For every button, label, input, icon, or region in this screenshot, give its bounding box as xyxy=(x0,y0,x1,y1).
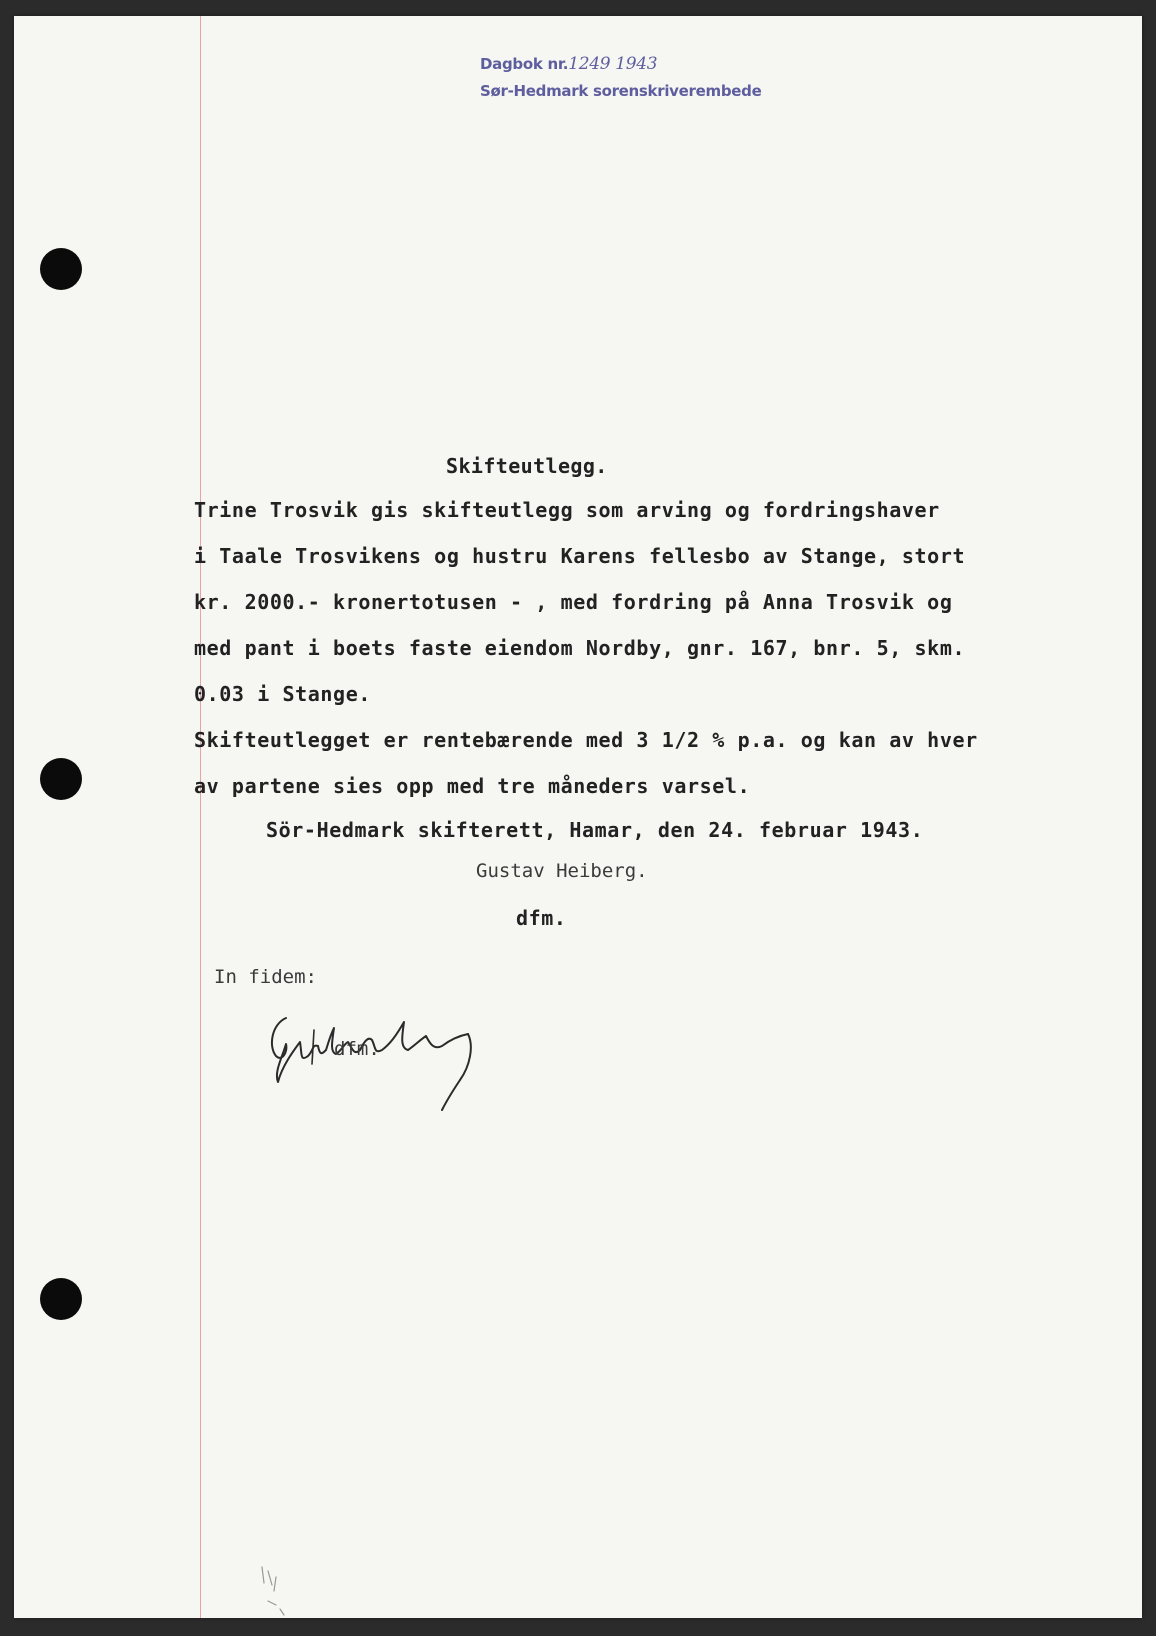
punch-hole-bottom xyxy=(40,1278,82,1320)
document-page xyxy=(14,16,1142,1618)
in-fidem-label: In fidem: xyxy=(214,966,317,988)
stamp-year: 1943 xyxy=(615,54,658,74)
pencil-mark xyxy=(254,1561,314,1618)
journal-stamp-line-2: Sør-Hedmark sorenskriverembede xyxy=(480,82,762,100)
body-line-4: med pant i boets faste eiendom Nordby, gnr. 167, bnr. 5, skm. xyxy=(194,636,966,660)
body-line-6: Skifteutlegget er rentebærende med 3 1/2 % p.a. og kan av hver xyxy=(194,728,978,752)
signer-name: Gustav Heiberg. xyxy=(476,860,648,882)
punch-hole-top xyxy=(40,248,82,290)
dfm-mark-1: dfm. xyxy=(516,906,567,930)
body-line-5: 0.03 i Stange. xyxy=(194,682,371,706)
place-date-line: Sör-Hedmark skifterett, Hamar, den 24. februar 1943. xyxy=(266,818,924,842)
stamp-number: 1249 xyxy=(568,54,611,74)
punch-hole-middle xyxy=(40,758,82,800)
margin-line xyxy=(200,16,201,1618)
body-line-3: kr. 2000.- kronertotusen - , med fordring på Anna Trosvik og xyxy=(194,590,953,614)
body-line-7: av partene sies opp med tre måneders varsel. xyxy=(194,774,751,798)
body-line-2: i Taale Trosvikens og hustru Karens fellesbo av Stange, stort xyxy=(194,544,966,568)
journal-stamp-line-1 xyxy=(480,54,657,74)
dfm-mark-2: dfm. xyxy=(334,1038,380,1060)
document-title: Skifteutlegg. xyxy=(446,454,608,478)
body-line-1: Trine Trosvik gis skifteutlegg som arving og fordringshaver xyxy=(194,498,940,522)
stamp-prefix: Dagbok nr. xyxy=(480,55,569,73)
